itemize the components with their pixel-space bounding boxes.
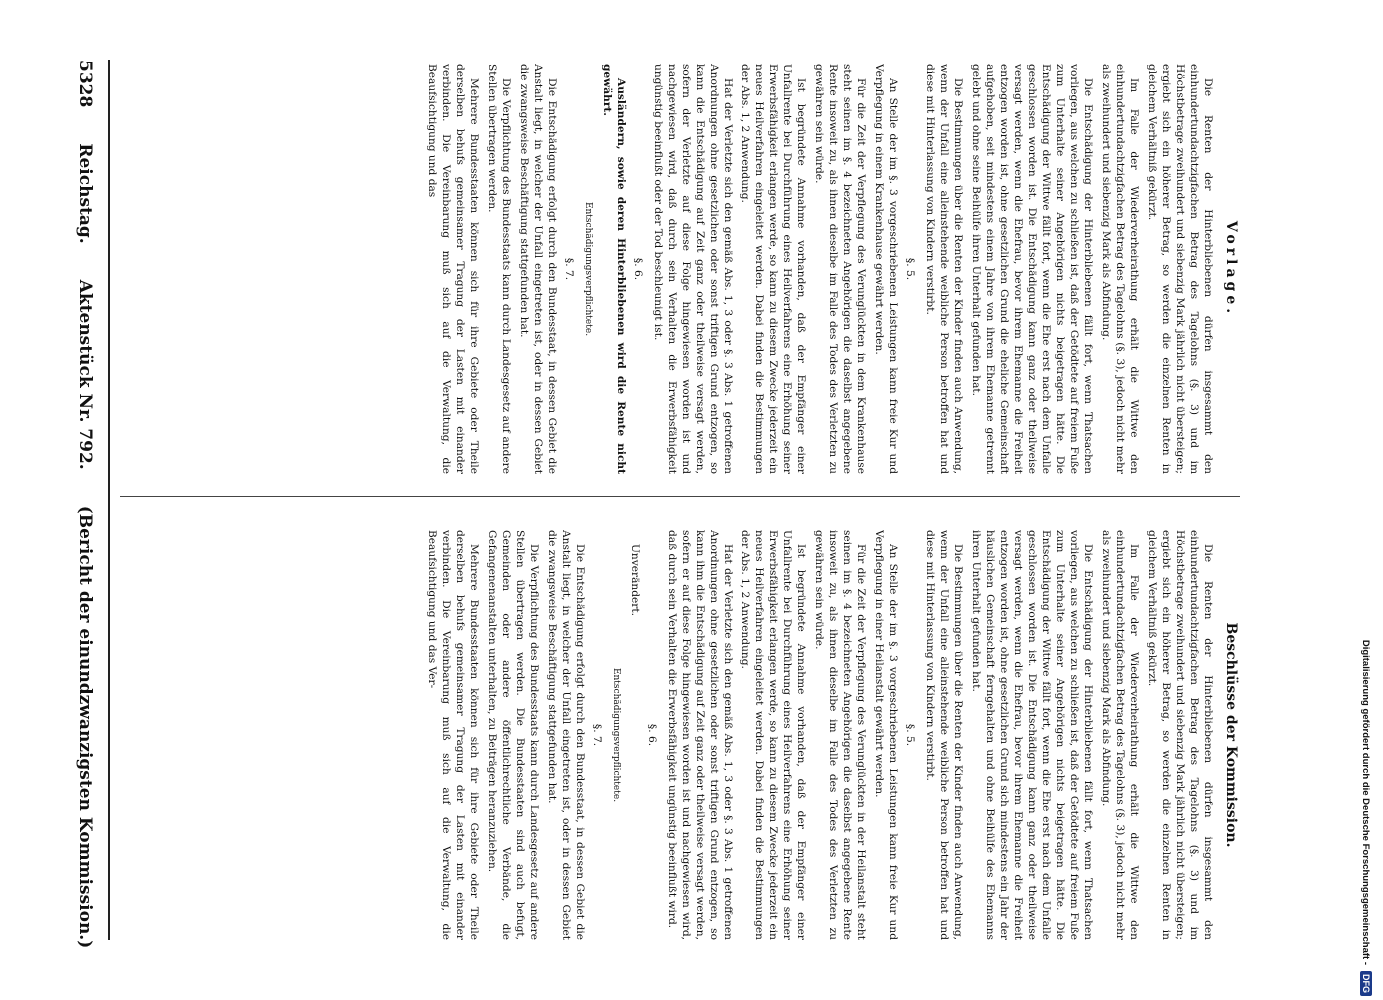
right-paragraph-2: Im Falle der Wiederverheirathung erhält die Wittwe den einhundertundachtzigfachen Betrag des Tagelohns (§. 3), jedoch nicht mehr als zweihundert und siebenzig Mark als Abfindung. xyxy=(1099,530,1140,940)
left-section-7-paragraph-3: Mehrere Bundesstaaten können sich für ihre Gebiete oder Theile derselben behufs gemeinsamer Tragung der Lasten mit einander verbinden. Die Vereinbarung muß sich auf die Verwaltung, die Beaufsichtigung und das xyxy=(426,64,481,474)
right-section-5-paragraph-3: Ist begründete Annahme vorhanden, daß der Empfänger einer Unfallrente bei Durchführung eines Heilverfahrens eine Erhöhung seiner Erwerbsfähigkeit erlangen werde, so kann zu diesem Zwecke jederzeit ein neues Heilverfahren eingeleitet werden. Dabei finden die Bestimmungen der Abs. 1, 2 Anwendung. xyxy=(739,530,808,940)
left-section-5-paragraph-4: Hat der Verletzte sich den gemäß Abs. 1, 3 oder §. 3 Abs. 1 getroffenen Anordnungen ohne gesetzlichen oder sonst triftigen Grund entzogen, so kann die Entschädigung auf Zeit ganz oder theilweise versagt werden, sofern der Verletzte auf diese Folge hingewiesen worden ist und nachgewiesen wird, daß durch sein Verhalten die Erwerbsfähigkeit ungünstig beeinflußt oder der Tod beschleunigt ist. xyxy=(651,64,734,474)
digitization-note xyxy=(1356,6,1376,996)
right-column-beschluesse xyxy=(120,530,1240,940)
right-section-6-heading: §. 6. xyxy=(645,723,658,747)
dfg-logo: DFG xyxy=(1360,971,1372,996)
right-paragraph-1: Die Renten der Hinterbliebenen dürfen insgesammt den einhundertundachtzigfachen Betrag des Tagelohns (§. 3) und im Höchstbetrage zweihundert und siebenzig Mark jährlich nicht übersteigen; ergiebt sich ein höherer Betrag, so werden die einzelnen Renten in gleichem Verhältniß gekürzt. xyxy=(1145,530,1214,940)
left-paragraph-1: Die Renten der Hinterbliebenen dürfen insgesammt den einhundertundachtzigfachen Betrag des Tagelohns (§. 3) und im Höchstbetrage zweihundert und siebenzig Mark jährlich nicht übersteigen; ergiebt sich ein höherer Betrag, so werden die einzelnen Renten in gleichem Verhältniß gekürzt. xyxy=(1145,64,1214,474)
left-paragraph-3: Die Entschädigung der Hinterbliebenen fällt fort, wenn Thatsachen vorliegen, aus welchen zu schließen ist, daß der Getödtete auf freiem Fuße zum Unterhalte seiner Angehörigen nichts beigetragen hätte. Die Entschädigung der Wittwe fällt fort, wenn die Ehe erst nach dem Unfalle geschlossen worden ist. Die Entschädigung kann ganz oder theilweise versagt werden, wenn die Ehefrau, bevor ihrem Ehemanne die Freiheit entzogen worden ist, ohne gesetzlichen Grund die eheliche Gemeinschaft aufgehoben, seit mindestens einem Jahre von ihrem Ehemanne getrennt gelebt und ohne seine Beihülfe ihren Unterhalt gefunden hat. xyxy=(970,64,1094,474)
publication-name: Reichstag. xyxy=(75,143,95,244)
left-section-7-heading: §. 7. xyxy=(562,257,575,281)
right-column-heading: Beschlüsse der Kommission. xyxy=(1223,622,1239,848)
left-section-6-heading: §. 6. xyxy=(631,257,644,281)
right-entschaedigung-heading: Entschädigungsverpflichtete. xyxy=(610,667,621,803)
document-subtitle: (Bericht der einundzwanzigsten Kommission.) xyxy=(75,505,95,949)
left-column-heading: Vorlage. xyxy=(1223,220,1239,318)
left-entschaedigung-heading: Entschädigungsverpflichtete. xyxy=(582,201,593,337)
right-section-5-paragraph-2: Für die Zeit der Verpflegung des Verunglückten in der Heilanstalt steht seinen im §. 4 bezeichneten Angehörigen die daselbst angegebene Rente insoweit zu, als ihnen dieselbe im Falle des Todes des Verletzten zu gewähren sein würde. xyxy=(813,530,868,940)
left-section-6-text: Ausländern, sowie deren Hinterbliebenen wird die Rente nicht gewährt. xyxy=(600,64,627,474)
right-section-5-paragraph-4: Hat der Verletzte sich den gemäß Abs. 1, 3 oder §. 3 Abs. 1 getroffenen Anordnungen ohne gesetzlichen oder sonst triftigen Grund entzogen, so kann ihm die Entschädigung auf Zeit ganz oder theilweise versagt werden, sofern er auf diese Folge hingewiesen worden ist und nachgewiesen wird, daß durch sein Verhalten die Erwerbsfähigkeit ungünstig beeinflußt wird. xyxy=(665,530,734,940)
page-number: 5328 xyxy=(75,60,95,108)
right-section-6-text: Unverändert. xyxy=(628,544,641,616)
left-paragraph-2: Im Falle der Wiederverheirathung erhält die Wittwe den einhundertundachtzigfachen Betrag des Tagelohns (§. 3), jedoch nicht mehr als zweihundert und siebenzig Mark als Abfindung. xyxy=(1099,64,1140,474)
right-section-7-paragraph-3: Mehrere Bundesstaaten können sich für ihre Gebiete oder Theile derselben behufs gemeinsamer Tragung der Lasten mit einander verbinden. Die Vereinbarung muß sich auf die Verwaltung, die Beaufsichtigung und das Ver- xyxy=(426,530,481,940)
left-section-7-paragraph-1: Die Entschädigung erfolgt durch den Bundesstaat, in dessen Gebiet die Anstalt liegt, in welcher der Unfall eingetreten ist, oder in dessen Gebiet die zwangsweise Beschäftigung stattgefunden hat. xyxy=(518,64,558,474)
left-section-5-heading: §. 5. xyxy=(904,257,917,281)
left-section-5-paragraph-3: Ist begründete Annahme vorhanden, daß der Empfänger einer Unfallrente bei Durchführung eines Heilverfahrens eine Erhöhung seiner Erwerbsfähigkeit erlangen werde, so kann zu diesem Zwecke jederzeit ein neues Heilverfahren eingeleitet werden. Dabei finden die Bestimmungen der Abs. 1, 2 Anwendung. xyxy=(739,64,808,474)
right-section-7-heading: §. 7. xyxy=(590,723,603,747)
right-section-5-heading: §. 5. xyxy=(904,723,917,747)
left-section-7-paragraph-2: Die Verpflichtung des Bundesstaats kann durch Landesgesetz auf andere Stellen übertragen werden. xyxy=(486,64,513,474)
document-reference: Aktenstück Nr. 792. xyxy=(75,279,95,470)
left-paragraph-4: Die Bestimmungen über die Renten der Kinder finden auch Anwendung, wenn der Unfall eine alleinstehende weibliche Person betroffen hat und diese mit Hinterlassung von Kindern verstirbt. xyxy=(924,64,965,474)
digitization-note-text: Digitalisierung gefördert durch die Deutsche Forschungsgemeinschaft - xyxy=(1360,639,1372,965)
header-rule xyxy=(108,60,110,940)
page-header xyxy=(70,60,100,949)
column-divider xyxy=(120,496,1240,497)
right-section-7-paragraph-2: Die Verpflichtung des Bundesstaats kann durch Landesgesetz auf andere Stellen übertragen werden. Die Bundesstaaten sind auch befugt, Gemeinden oder andere öffentlichrechtliche Verbände, die Gefangenenanstalten unterhalten, zu Beiträgen heranzuziehen. xyxy=(486,530,540,940)
left-section-5-paragraph-2: Für die Zeit der Verpflegung des Verunglückten in dem Krankenhause steht seinen im §. 4 bezeichneten Angehörigen die daselbst angegebene Rente insoweit zu, als ihnen dieselbe im Falle des Todes des Verletzten zu gewähren sein würde. xyxy=(813,64,868,474)
right-paragraph-3: Die Entschädigung der Hinterbliebenen fällt fort, wenn Thatsachen vorliegen, aus welchen zu schließen ist, daß der Getödtete auf freiem Fuße zum Unterhalte seiner Angehörigen nichts beigetragen hätte. Die Entschädigung der Wittwe fällt fort, wenn die Ehe erst nach dem Unfalle geschlossen worden ist. Die Entschädigung kann ganz oder theilweise versagt werden, wenn die Ehefrau, bevor ihrem Ehemanne die Freiheit entzogen worden ist, ohne gesetzlichen Grund sich mindestens ein Jahr der häuslichen Gemeinschaft ferngehalten und ohne Beihülfe des Ehemanns ihren Unterhalt gefunden hat. xyxy=(970,530,1094,940)
left-column-vorlage xyxy=(120,64,1240,474)
right-section-7-paragraph-1: Die Entschädigung erfolgt durch den Bundesstaat, in dessen Gebiet die Anstalt liegt, in welcher der Unfall eingetreten ist, oder in dessen Gebiet die zwangsweise Beschäftigung stattgefunden hat. xyxy=(545,530,586,940)
left-section-5-paragraph-1: An Stelle der im §. 3 vorgeschriebenen Leistungen kann freie Kur und Verpflegung in einem Krankenhause gewährt werden. xyxy=(873,64,900,474)
right-paragraph-4: Die Bestimmungen über die Renten der Kinder finden auch Anwendung, wenn der Unfall eine alleinstehende weibliche Person betroffen hat und diese mit Hinterlassung von Kindern verstirbt. xyxy=(924,530,965,940)
right-section-5-paragraph-1: An Stelle der im §. 3 vorgeschriebenen Leistungen kann freie Kur und Verpflegung in einer Heilanstalt gewährt werden. xyxy=(873,530,900,940)
